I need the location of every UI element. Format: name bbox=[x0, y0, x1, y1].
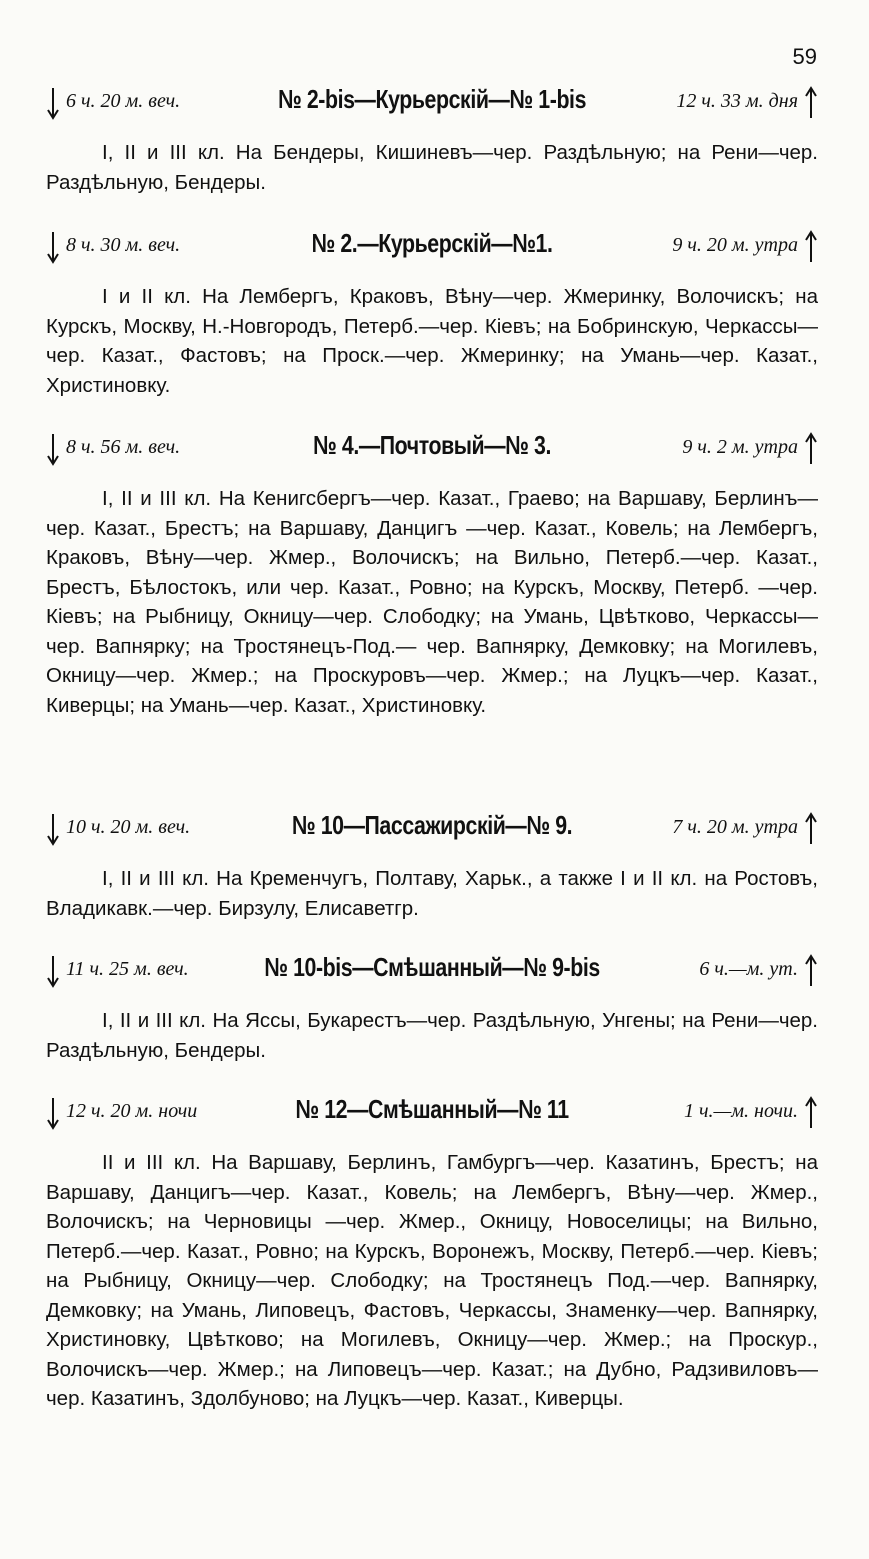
page-number: 59 bbox=[792, 44, 817, 69]
train-entry bbox=[46, 810, 818, 923]
train-entry bbox=[46, 84, 818, 197]
departure-time: 11 ч. 25 м. веч. bbox=[66, 958, 189, 980]
departure-time: 10 ч. 20 м. веч. bbox=[66, 816, 191, 838]
route-text: II и III кл. На Варшаву, Берлинъ, Гамбургъ—чер. Казатинъ, Брестъ; на Варшаву, Данцигъ—чер. Казат., Ковель; на Лембергъ, Вѣну—чер. Жмер., Волочискъ; на Черновицы —чер. Жмер., Окницу, Новоселицы; на Вильно, Петерб.—чер. Казат., Ровно; на Курскъ, Воронежъ, Москву, Петерб.—чер. Кіевъ; на Рыбницу, Окницу—чер. Слободку; на Тростянецъ Под.—чер. Вапнярку, Демковку; на Умань, Липовецъ, Фастовъ, Черкассы, Знаменку—чер. Вапнярку, Христиновку, Цвѣтково; на Могилевъ, Окницу—чер. Жмер.; на Проскур., Волочискъ—чер. Жмер.; на Липовецъ—чер. Казат.; на Дубно, Радзивиловъ—чер. Казатинъ, Здолбуново; на Луцкъ—чер. Казат., Киверцы. bbox=[46, 1151, 818, 1410]
arrow-down-icon bbox=[46, 812, 60, 846]
arrival-time: 6 ч.—м. ут. bbox=[699, 958, 798, 980]
arrival-time: 9 ч. 20 м. утра bbox=[672, 234, 798, 256]
departure-time: 8 ч. 30 м. веч. bbox=[66, 234, 181, 256]
arrow-up-icon bbox=[804, 86, 818, 120]
train-header bbox=[46, 810, 818, 850]
train-entry bbox=[46, 952, 818, 1065]
train-title: № 10—Пассажирскій—№ 9. bbox=[291, 810, 573, 840]
arrival-time: 9 ч. 2 м. утра bbox=[682, 436, 798, 458]
arrival-time: 12 ч. 33 м. дня bbox=[676, 90, 798, 112]
route-text: I, II и III кл. На Кременчугъ, Полтаву, Харьк., а также I и II кл. на Ростовъ, Владикавк.—чер. Бирзулу, Елисаветгр. bbox=[46, 867, 818, 920]
arrival-time: 7 ч. 20 м. утра bbox=[672, 816, 798, 838]
arrow-down-icon bbox=[46, 86, 60, 120]
train-header bbox=[46, 84, 818, 124]
train-title: № 2.—Курьерскій—№1. bbox=[311, 228, 553, 258]
route-text: I, II и III кл. На Яссы, Букарестъ—чер. Раздѣльную, Унгены; на Рени—чер. Раздѣльную, Бендеры. bbox=[46, 1009, 818, 1062]
train-title: № 4.—Почтовый—№ 3. bbox=[312, 430, 552, 460]
train-entry bbox=[46, 430, 818, 720]
arrow-down-icon bbox=[46, 954, 60, 988]
train-header bbox=[46, 430, 818, 470]
route-text: I и II кл. На Лембергъ, Краковъ, Вѣну—чер. Жмеринку, Волочискъ; на Курскъ, Москву, Н.-Новгородъ, Петерб.—чер. Кіевъ; на Бобринскую, Черкассы—чер. Казат., Фастовъ; на Проск.—чер. Жмеринку; на Умань—чер. Казат., Христиновку. bbox=[46, 285, 818, 397]
departure-time: 12 ч. 20 м. ночи bbox=[66, 1100, 198, 1122]
route-text: I, II и III кл. На Кенигсбергъ—чер. Казат., Граево; на Варшаву, Берлинъ—чер. Казат., Брестъ; на Варшаву, Данцигъ —чер. Казат., Ковель; на Лембергъ, Краковъ, Вѣну—чер. Жмер., Волочискъ; на Вильно, Петерб.—чер. Казат., Брестъ, Бѣлостокъ, или чер. Казат., Ровно; на Курскъ, Москву, Петерб. —чер. Кіевъ; на Рыбницу, Окницу—чер. Слободку; на Умань, Цвѣтково, Черкассы—чер. Вапнярку; на Тростянецъ-Под.— чер. Вапнярку, Демковку; на Могилевъ, Окницу—чер. Жмер.; на Проскуровъ—чер. Жмер.; на Луцкъ—чер. Казат., Киверцы; на Умань—чер. Казат., Христиновку. bbox=[46, 487, 818, 717]
train-header bbox=[46, 228, 818, 268]
arrow-down-icon bbox=[46, 432, 60, 466]
route-text: I, II и III кл. На Бендеры, Кишиневъ—чер. Раздѣльную; на Рени—чер. Раздѣльную, Бендеры. bbox=[46, 141, 818, 194]
arrival-time: 1 ч.—м. ночи. bbox=[683, 1100, 798, 1122]
train-title: № 2-bis—Курьерскій—№ 1-bis bbox=[277, 84, 587, 114]
train-header bbox=[46, 952, 818, 992]
arrow-up-icon bbox=[804, 1096, 818, 1130]
arrow-up-icon bbox=[804, 432, 818, 466]
arrow-down-icon bbox=[46, 230, 60, 264]
arrow-up-icon bbox=[804, 230, 818, 264]
arrow-down-icon bbox=[46, 1096, 60, 1130]
train-entry bbox=[46, 1094, 818, 1414]
train-title: № 10-bis—Смѣшанный—№ 9-bis bbox=[264, 952, 600, 982]
departure-time: 6 ч. 20 м. веч. bbox=[66, 90, 181, 112]
departure-time: 8 ч. 56 м. веч. bbox=[66, 436, 181, 458]
train-entry bbox=[46, 228, 818, 400]
train-title: № 12—Смѣшанный—№ 11 bbox=[295, 1094, 569, 1124]
arrow-up-icon bbox=[804, 812, 818, 846]
train-header bbox=[46, 1094, 818, 1134]
arrow-up-icon bbox=[804, 954, 818, 988]
